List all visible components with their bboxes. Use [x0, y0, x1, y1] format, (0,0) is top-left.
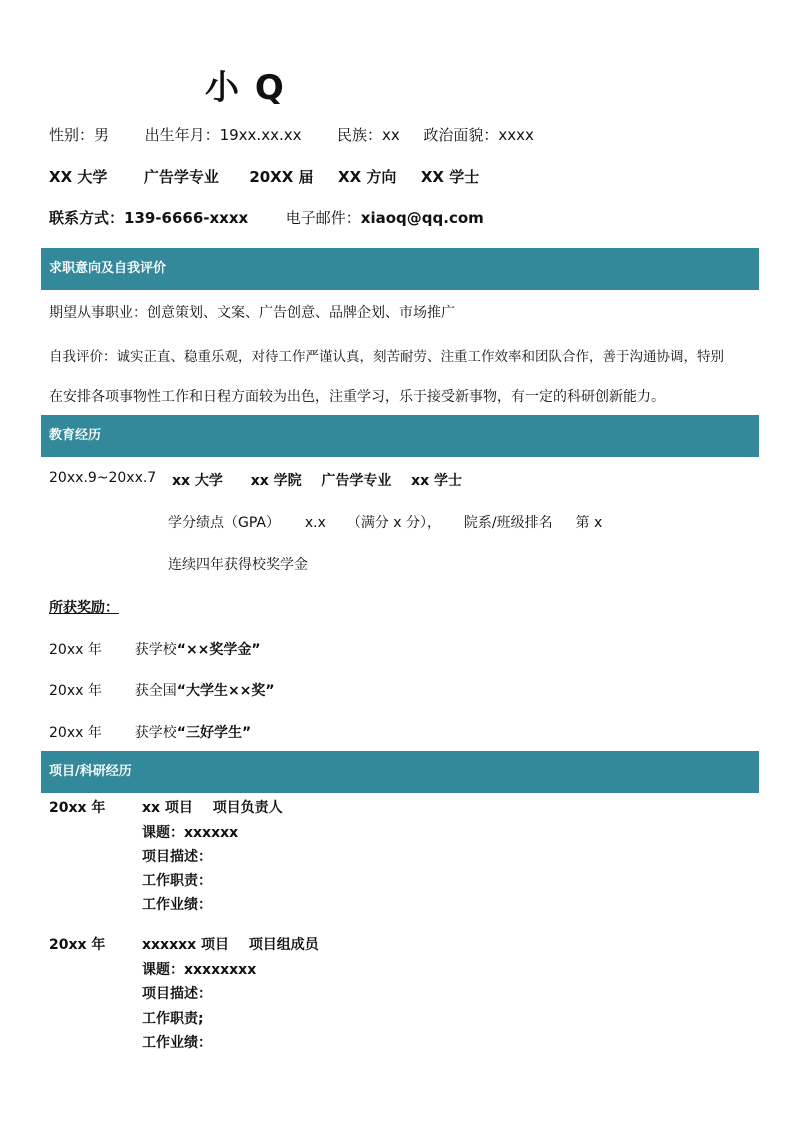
- birth-date: 出生年月：19xx.xx.xx: [144, 126, 302, 144]
- award-year: 20xx 年: [49, 683, 102, 699]
- gpa-value: x.x: [304, 515, 326, 531]
- project-name: xxxxxx 项目: [142, 937, 230, 953]
- project-topic: 课题：xxxxxx: [142, 825, 239, 841]
- award-item: [49, 722, 251, 742]
- resume-name: 小 Q: [205, 68, 286, 108]
- awards-title: 所获奖励：: [49, 600, 119, 616]
- basic-info-row: [49, 124, 534, 145]
- project-role: 项目组成员: [248, 937, 319, 953]
- edu-college: xx 学院: [250, 473, 302, 489]
- award-prefix: 获全国: [134, 683, 177, 699]
- scholarship: 连续四年获得校奖学金: [168, 557, 308, 573]
- project-description: 项目描述：: [142, 986, 212, 1002]
- project-year: 20xx 年: [49, 937, 106, 953]
- education-detail-row: [172, 470, 462, 490]
- project-duty: 工作职责：: [142, 873, 212, 889]
- gpa-full: （满分 x 分），: [346, 515, 442, 531]
- award-highlight: “大学生××奖”: [176, 683, 275, 699]
- project-role: 项目负责人: [212, 800, 283, 816]
- award-year: 20xx 年: [49, 725, 102, 741]
- contact-row: [49, 207, 484, 228]
- project-title-row: [142, 797, 283, 817]
- section-header-projects: 项目/科研经历: [41, 751, 759, 793]
- edu-school: xx 大学: [172, 473, 223, 489]
- project-topic: 课题：xxxxxxxx: [142, 962, 257, 978]
- award-item: [49, 639, 261, 659]
- phone: 联系方式：139-6666-xxxx: [49, 209, 249, 227]
- award-highlight: “三好学生”: [176, 725, 252, 741]
- education-period: 20xx.9~20xx.7: [49, 470, 157, 486]
- rank-value: 第 x: [575, 515, 603, 531]
- project-description: 项目描述：: [142, 849, 212, 865]
- award-item: [49, 680, 275, 700]
- email-label: 电子邮件：: [285, 209, 361, 227]
- gender: 性别：男: [49, 126, 110, 144]
- gpa-row: [168, 512, 602, 532]
- major: 广告学专业: [143, 168, 219, 186]
- self-evaluation-line-1: 自我评价：诚实正直、稳重乐观，对待工作严谨认真，刻苦耐劳、注重工作效率和团队合作，善于沟通协调，特别: [49, 349, 724, 365]
- gpa-label: 学分绩点（GPA）: [168, 515, 280, 531]
- expected-career: 期望从事职业：创意策划、文案、广告创意、品牌企划、市场推广: [49, 305, 455, 321]
- direction: XX 方向: [338, 168, 397, 186]
- project-year: 20xx 年: [49, 800, 106, 816]
- degree: XX 学士: [420, 168, 480, 186]
- award-prefix: 获学校: [134, 725, 177, 741]
- class-of: 20XX 届: [249, 168, 314, 186]
- education-summary-row: [49, 166, 479, 187]
- political-status: 政治面貌：xxxx: [423, 126, 534, 144]
- email: xiaoq@qq.com: [360, 209, 484, 227]
- school: XX 大学: [49, 168, 108, 186]
- project-result: 工作业绩：: [142, 1035, 212, 1051]
- edu-degree: xx 学士: [411, 473, 463, 489]
- self-evaluation-line-2: 在安排各项事物性工作和日程方面较为出色，注重学习，乐于接受新事物，有一定的科研创新能力。: [49, 389, 665, 405]
- award-prefix: 获学校: [134, 642, 177, 658]
- award-highlight: “××奖学金”: [176, 642, 261, 658]
- section-header-intent: 求职意向及自我评价: [41, 248, 759, 290]
- rank-label: 院系/班级排名: [463, 515, 553, 531]
- project-duty: 工作职责;: [142, 1011, 204, 1027]
- project-name: xx 项目: [142, 800, 193, 816]
- project-result: 工作业绩：: [142, 897, 212, 913]
- award-year: 20xx 年: [49, 642, 102, 658]
- ethnicity: 民族：xx: [337, 126, 400, 144]
- section-header-education: 教育经历: [41, 415, 759, 457]
- edu-major: 广告学专业: [321, 473, 392, 489]
- project-title-row: [142, 934, 319, 954]
